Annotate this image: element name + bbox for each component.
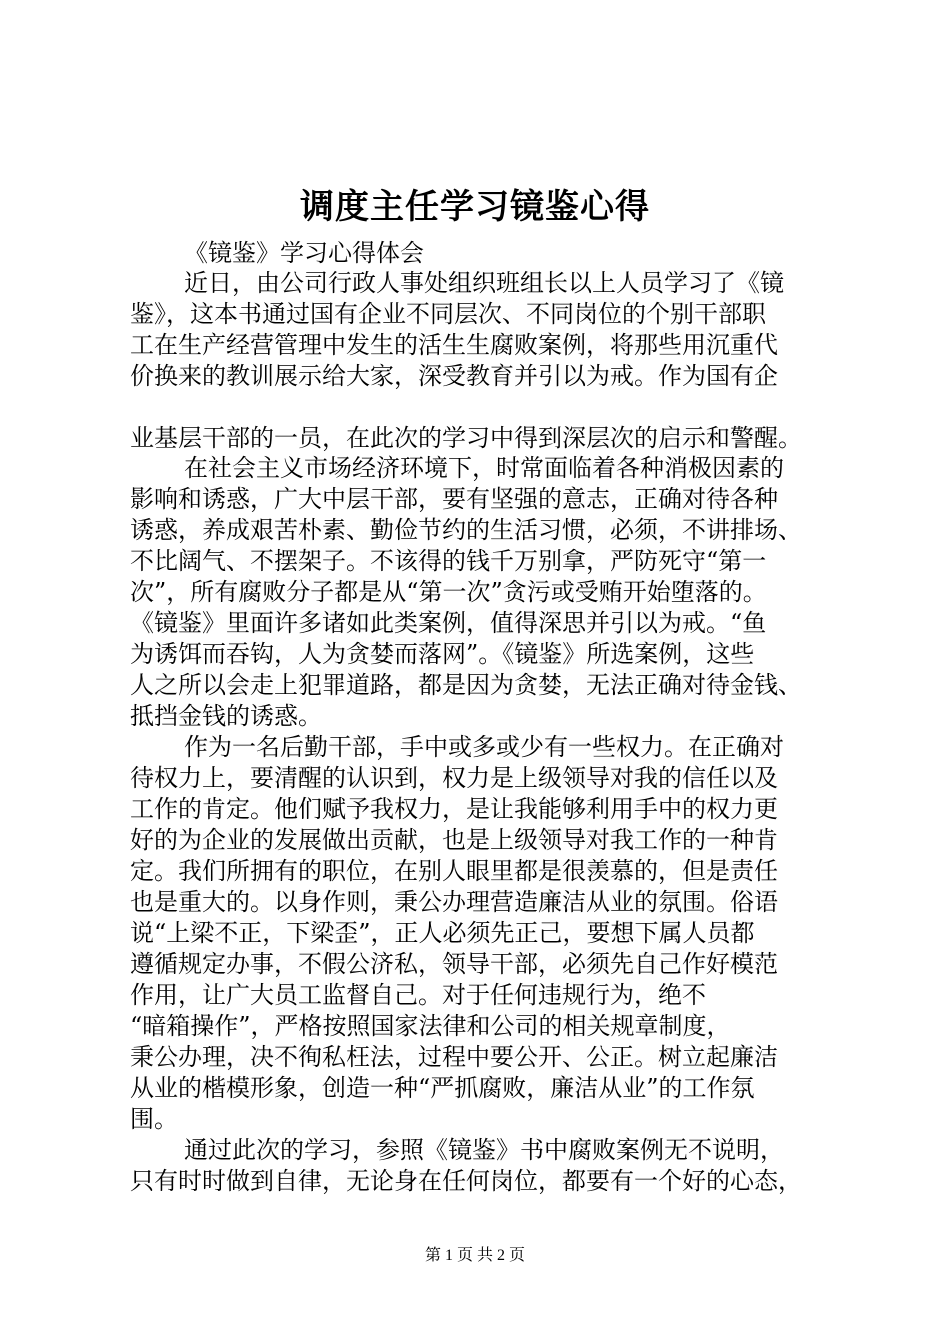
text-line: 从业的楷模形象，创造一种“严抓腐败，廉洁从业”的工作氛 <box>130 1074 755 1102</box>
text-line: 业基层干部的一员，在此次的学习中得到深层次的启示和警醒。 <box>130 424 802 452</box>
text-line: 影响和诱惑，广大中层干部，要有坚强的意志，正确对待各种 <box>130 485 778 513</box>
text-line: 只有时时做到自律，无论身在任何岗位，都要有一个好的心态， <box>130 1167 802 1195</box>
text-line: 也是重大的。以身作则，秉公办理营造廉洁从业的氛围。俗语 <box>130 888 778 916</box>
text-line: 不比阔气、不摆架子。不该得的钱千万别拿，严防死守“第一 <box>130 547 767 575</box>
text-line: 工在生产经营管理中发生的活生生腐败案例，将那些用沉重代 <box>130 331 778 359</box>
text-line: 抵挡金钱的诱惑。 <box>130 702 322 730</box>
text-line: 围。 <box>130 1105 178 1133</box>
text-line: 作为一名后勤干部，手中或多或少有一些权力。在正确对 <box>184 733 784 761</box>
text-line: 说“上梁不正，下梁歪”，正人必须先正己，要想下属人员都 <box>130 919 755 947</box>
text-line: 人之所以会走上犯罪道路，都是因为贪婪，无法正确对待金钱、 <box>130 671 802 699</box>
text-line: 价换来的教训展示给大家，深受教育并引以为戒。作为国有企 <box>130 362 778 390</box>
text-line: 为诱饵而吞钩，人为贪婪而落网”。《镜鉴》所选案例，这些 <box>130 640 755 668</box>
text-line: 通过此次的学习，参照《镜鉴》书中腐败案例无不说明， <box>184 1136 784 1164</box>
text-line: 待权力上，要清醒的认识到，权力是上级领导对我的信任以及 <box>130 764 778 792</box>
text-line: 近日，由公司行政人事处组织班组长以上人员学习了《镜 <box>184 269 784 297</box>
document-title: 调度主任学习镜鉴心得 <box>300 187 650 227</box>
text-line: “暗箱操作”，严格按照国家法律和公司的相关规章制度， <box>130 1012 731 1040</box>
text-line: 在社会主义市场经济环境下，时常面临着各种消极因素的 <box>184 454 784 482</box>
text-line: 工作的肯定。他们赋予我权力，是让我能够利用手中的权力更 <box>130 795 778 823</box>
text-line: 秉公办理，决不徇私枉法，过程中要公开、公正。树立起廉洁 <box>130 1043 778 1071</box>
text-line: 遵循规定办事，不假公济私，领导干部，必须先自己作好模范 <box>130 950 778 978</box>
text-line: 诱惑，养成艰苦朴素、勤俭节约的生活习惯，必须，不讲排场、 <box>130 516 802 544</box>
text-line: 作用，让广大员工监督自己。对于任何违规行为，绝不 <box>130 981 706 1009</box>
text-line: 好的为企业的发展做出贡献，也是上级领导对我工作的一种肯 <box>130 826 778 854</box>
text-line: 鉴》，这本书通过国有企业不同层次、不同岗位的个别干部职 <box>130 300 766 328</box>
text-line: 定。我们所拥有的职位，在别人眼里都是很羡慕的，但是责任 <box>130 857 778 885</box>
text-line: 次”，所有腐败分子都是从“第一次”贪污或受贿开始堕落的。 <box>130 578 767 606</box>
text-line: 《镜鉴》里面许多诸如此类案例，值得深思并引以为戒。“鱼 <box>130 609 767 637</box>
page-number-footer: 第 1 页 共 2 页 <box>424 1247 525 1264</box>
text-line: 《镜鉴》学习心得体会 <box>184 239 424 267</box>
